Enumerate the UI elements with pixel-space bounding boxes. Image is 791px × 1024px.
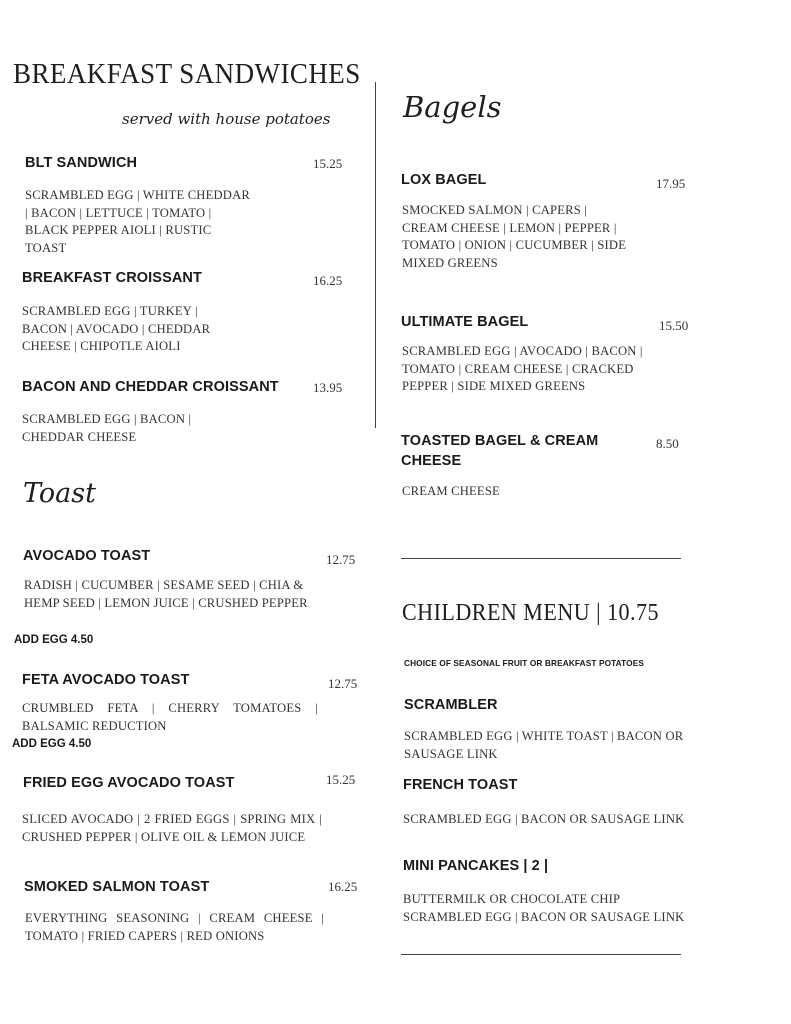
children-menu-note: CHOICE OF SEASONAL FRUIT OR BREAKFAST POTATOES xyxy=(404,658,644,668)
section-divider-bottom xyxy=(401,954,681,955)
item-description: CRUMBLED FETA | CHERRY TOMATOES | BALSAMIC REDUCTION xyxy=(22,701,318,733)
item-price: 15.25 xyxy=(326,772,356,787)
item-name: BACON AND CHEDDAR CROISSANT xyxy=(22,379,279,395)
item-description: SCRAMBLED EGG | WHITE TOAST | BACON OR SAUSAGE LINK xyxy=(404,729,684,761)
item-name: FRIED EGG AVOCADO TOAST xyxy=(23,775,235,791)
item-name: FETA AVOCADO TOAST xyxy=(22,672,190,688)
item-name: LOX BAGEL xyxy=(401,172,487,188)
item-price: 16.25 xyxy=(328,879,358,894)
section-divider-top xyxy=(401,558,681,559)
item-description: SCRAMBLED EGG | BACON | CHEDDAR CHEESE xyxy=(22,412,192,444)
item-price: 15.25 xyxy=(313,156,343,171)
item-name: ULTIMATE BAGEL xyxy=(401,314,529,330)
breakfast-subtitle: served with house potatoes xyxy=(122,110,331,128)
item-description: SLICED AVOCADO | 2 FRIED EGGS | SPRING MIX | CRUSHED PEPPER | OLIVE OIL & LEMON JUICE xyxy=(22,812,322,844)
item-description: EVERYTHING SEASONING | CREAM CHEESE | TOMATO | FRIED CAPERS | RED ONIONS xyxy=(25,911,324,943)
item-description: RADISH | CUCUMBER | SESAME SEED | CHIA & HEMP SEED | LEMON JUICE | CRUSHED PEPPER xyxy=(24,578,308,610)
item-name: TOASTED BAGEL & CREAM CHEESE xyxy=(401,433,599,469)
item-name: BREAKFAST CROISSANT xyxy=(22,270,202,286)
item-price: 15.50 xyxy=(659,318,689,333)
column-divider xyxy=(375,82,376,428)
item-description: SCRAMBLED EGG | WHITE CHEDDAR | BACON | LETTUCE | TOMATO | BLACK PEPPER AIOLI | RUSTIC TOAST xyxy=(25,188,250,255)
item-name: SMOKED SALMON TOAST xyxy=(24,879,210,895)
item-price: 8.50 xyxy=(656,436,679,451)
item-description: SCRAMBLED EGG | TURKEY | BACON | AVOCADO | CHEDDAR CHEESE | CHIPOTLE AIOLI xyxy=(22,304,211,353)
item-price: 13.95 xyxy=(313,380,343,395)
item-name: SCRAMBLER xyxy=(404,697,498,713)
item-price: 17.95 xyxy=(656,176,686,191)
item-name: MINI PANCAKES | 2 | xyxy=(403,858,549,874)
bagels-title: Bagels xyxy=(403,90,502,124)
item-price: 16.25 xyxy=(313,273,343,288)
breakfast-sandwiches-title: BREAKFAST SANDWICHES xyxy=(13,58,361,90)
item-description: SMOCKED SALMON | CAPERS | CREAM CHEESE | LEMON | PEPPER | TOMATO | ONION | CUCUMBER | SIDE MIXED GREENS xyxy=(402,203,627,270)
item-description: CREAM CHEESE xyxy=(402,484,500,498)
children-menu-title: CHILDREN MENU | 10.75 xyxy=(402,600,659,626)
add-egg-note: ADD EGG 4.50 xyxy=(12,738,92,750)
item-description: SCRAMBLED EGG | AVOCADO | BACON | TOMATO | CREAM CHEESE | CRACKED PEPPER | SIDE MIXED GREENS xyxy=(402,344,643,393)
item-price: 12.75 xyxy=(328,676,358,691)
item-name: BLT SANDWICH xyxy=(25,155,138,171)
toast-title: Toast xyxy=(23,478,96,509)
item-name: FRENCH TOAST xyxy=(403,777,518,793)
item-name: AVOCADO TOAST xyxy=(23,548,151,564)
item-price: 12.75 xyxy=(326,552,356,567)
add-egg-note: ADD EGG 4.50 xyxy=(14,634,94,646)
item-description: BUTTERMILK OR CHOCOLATE CHIP SCRAMBLED EGG | BACON OR SAUSAGE LINK xyxy=(403,892,685,924)
item-description: SCRAMBLED EGG | BACON OR SAUSAGE LINK xyxy=(403,812,685,826)
